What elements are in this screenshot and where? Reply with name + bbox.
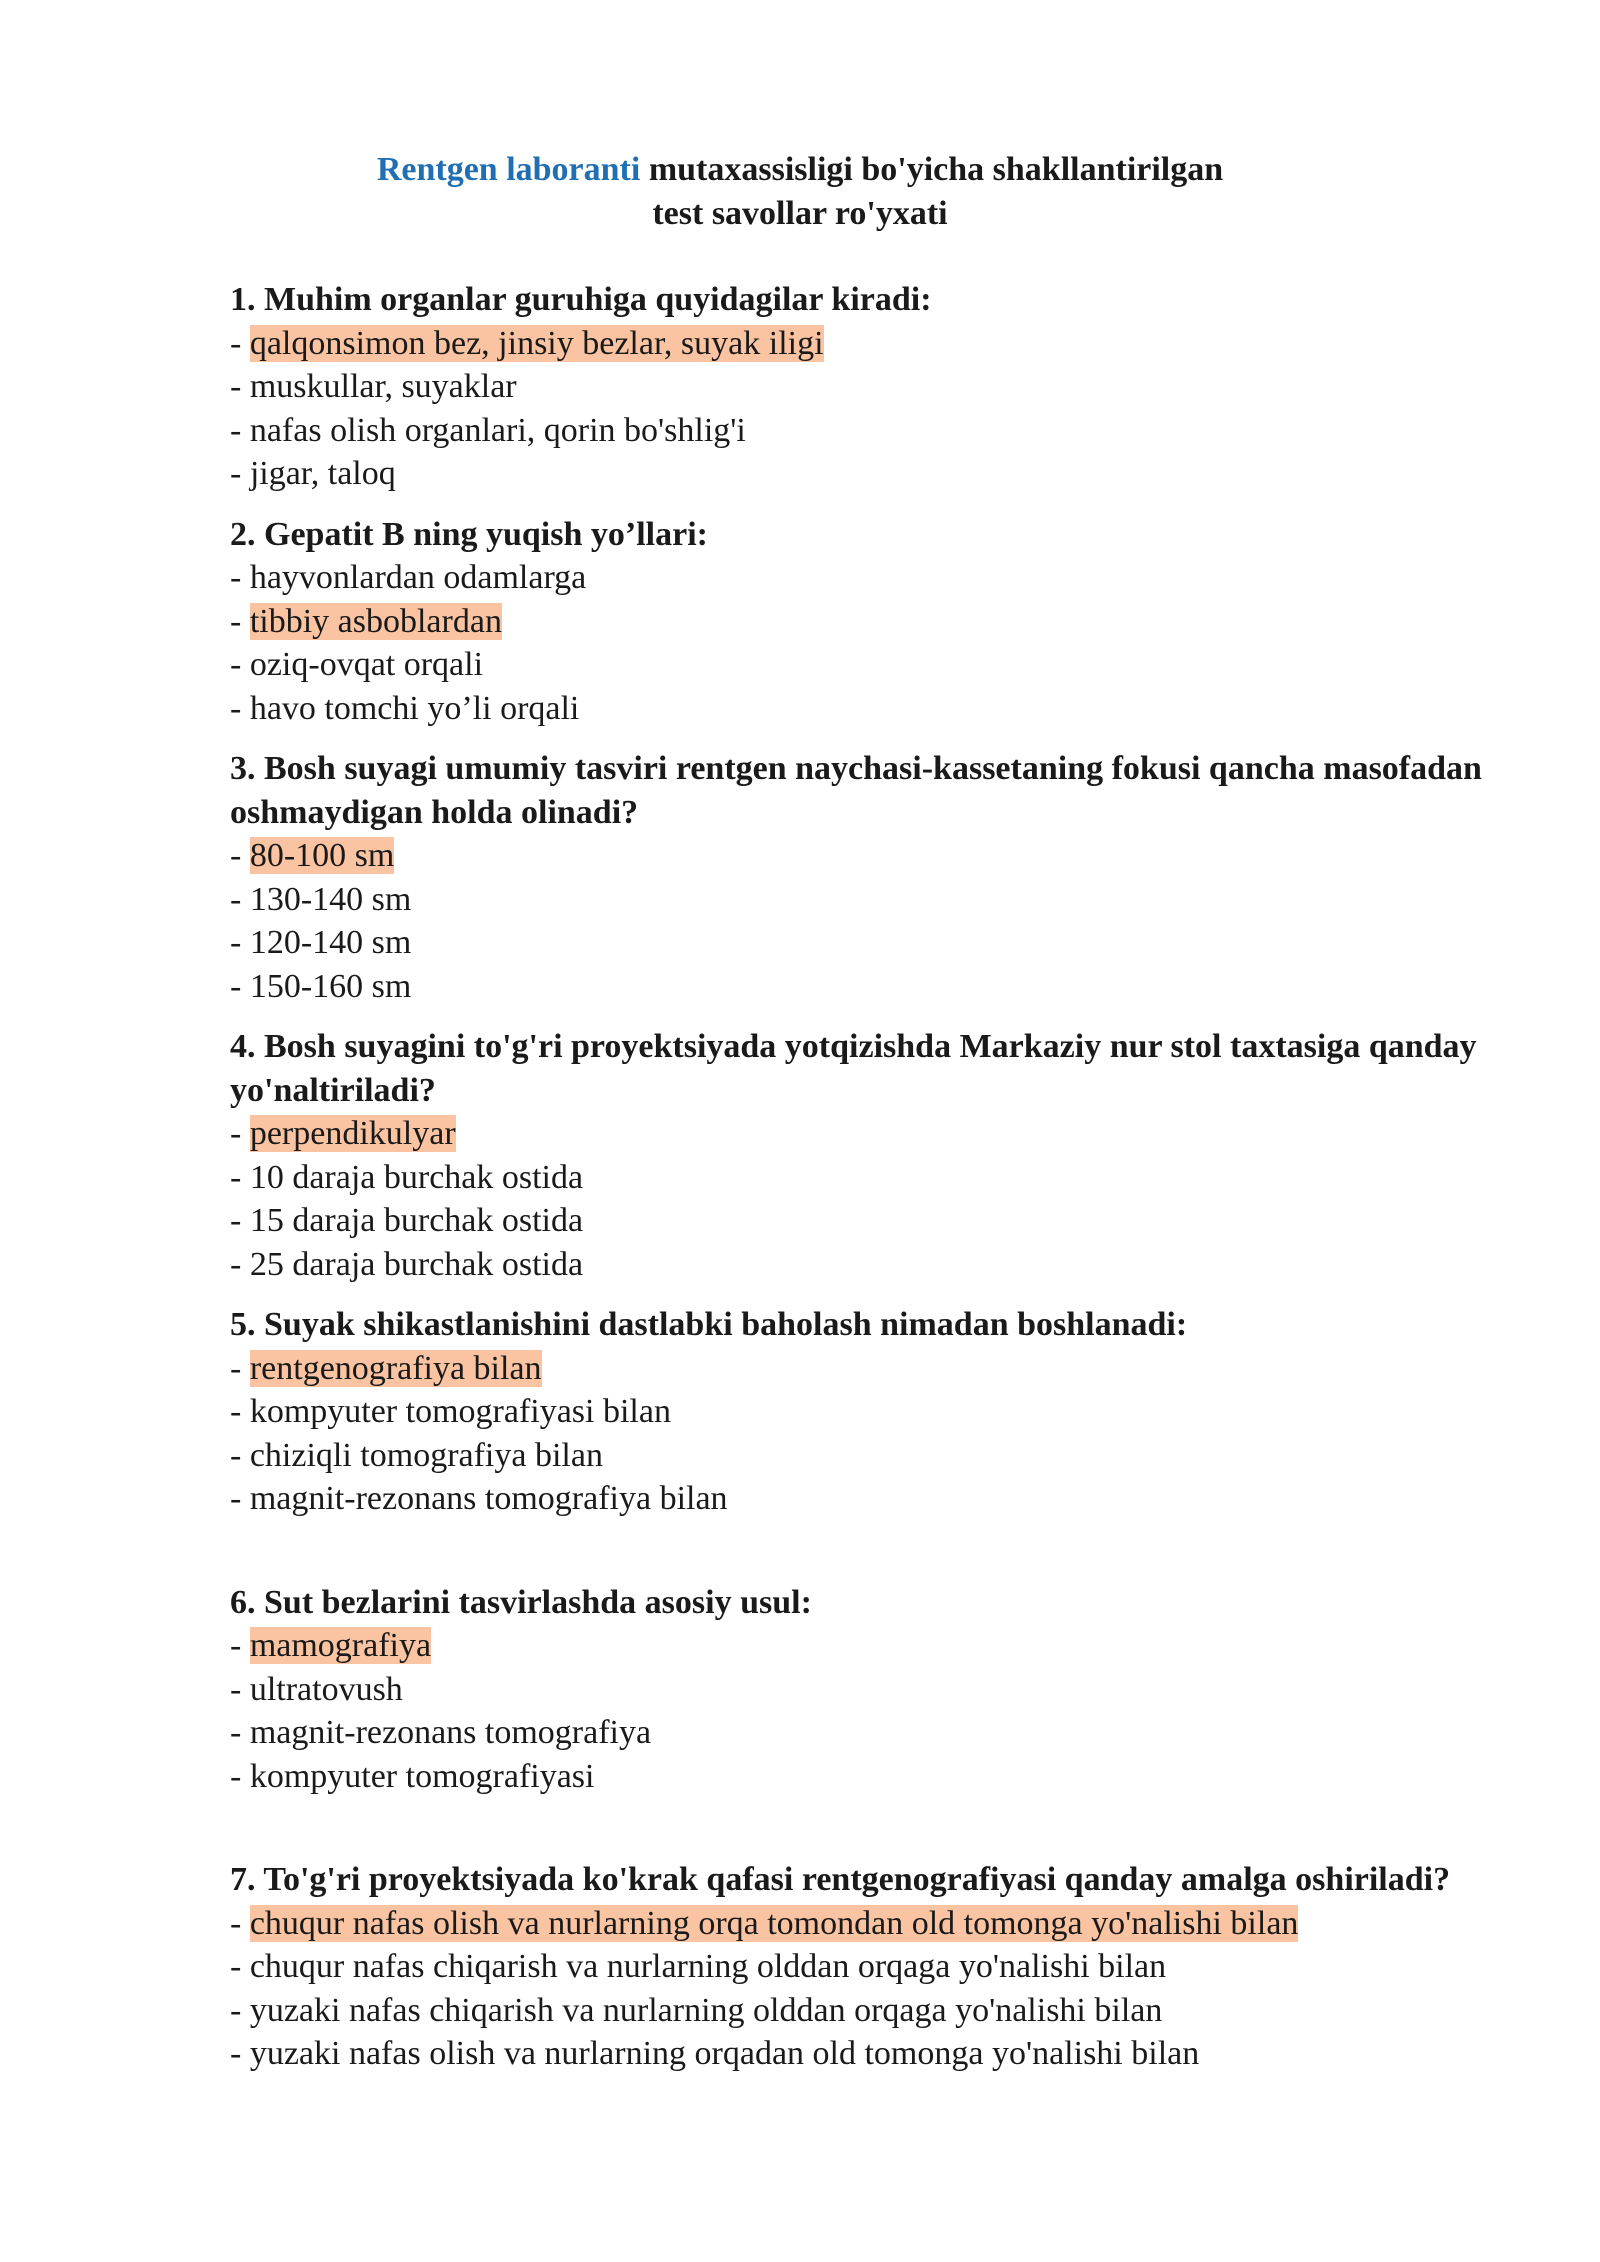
answer-text: muskullar, suyaklar — [249, 368, 517, 405]
question-title: 5. Suyak shikastlanishini dastlabki baholash nimadan boshlanadi: — [230, 1306, 1188, 1343]
question-1 — [230, 278, 1510, 496]
answer-option: - 80-100 sm — [230, 837, 395, 874]
answer-text: 10 daraja burchak ostida — [249, 1158, 584, 1196]
question-3 — [230, 747, 1510, 1008]
answer-option: - kompyuter tomografiyasi — [230, 1757, 595, 1795]
page-subtitle: test savollar ro'yxati — [652, 195, 948, 232]
answer-text: 120-140 sm — [249, 924, 412, 961]
answer-text: 25 daraja burchak ostida — [249, 1245, 584, 1283]
title-specialty: Rentgen laboranti — [376, 151, 641, 188]
answer-text: magnit-rezonans tomografiya bilan — [249, 1480, 728, 1517]
answer-option: - 120-140 sm — [230, 924, 412, 961]
answer-text: chuqur nafas chiqarish va nurlarning olddan orqaga yo'nalishi bilan — [249, 1948, 1167, 1985]
answer-text: 130-140 sm — [249, 880, 412, 918]
answer-text: magnit-rezonans tomografiya — [249, 1714, 652, 1751]
answer-text: oziq-ovqat orqali — [249, 646, 484, 683]
answer-text: 150-160 sm — [249, 967, 412, 1005]
answer-option: - 10 daraja burchak ostida — [230, 1158, 584, 1196]
answer-option: - hayvonlardan odamlarga — [230, 559, 587, 596]
answer-text: jigar, taloq — [249, 455, 396, 492]
question-5 — [230, 1303, 1510, 1521]
correct-answer: mamografiya — [249, 1627, 432, 1664]
answer-option: - qalqonsimon bez, jinsiy bezlar, suyak iligi — [230, 324, 824, 362]
question-6 — [230, 1581, 1510, 1799]
answer-text: chiziqli tomografiya bilan — [249, 1436, 603, 1474]
question-title: 3. Bosh suyagi umumiy tasviri rentgen naychasi-kassetaning fokusi qancha masofadan oshmaydigan holda olinadi? — [230, 750, 1482, 831]
answer-option: - ultratovush — [230, 1670, 403, 1708]
correct-answer: tibbiy asboblardan — [249, 602, 502, 640]
answer-text: yuzaki nafas chiqarish va nurlarning olddan orqaga yo'nalishi bilan — [249, 1991, 1163, 2029]
answer-option: - nafas olish organlari, qorin bo'shlig'i — [230, 411, 746, 449]
answer-option: - chiziqli tomografiya bilan — [230, 1436, 603, 1474]
answer-option: - 15 daraja burchak ostida — [230, 1202, 584, 1239]
answer-text: havo tomchi yo’li orqali — [249, 689, 580, 727]
answer-text: yuzaki nafas olish va nurlarning orqadan old tomonga yo'nalishi bilan — [249, 2035, 1200, 2072]
answer-text: kompyuter tomografiyasi bilan — [249, 1393, 671, 1430]
answer-option: - mamografiya — [230, 1627, 432, 1664]
answer-option: - 25 daraja burchak ostida — [230, 1245, 584, 1283]
answer-text: 15 daraja burchak ostida — [249, 1202, 584, 1239]
answer-option: - magnit-rezonans tomografiya — [230, 1714, 652, 1751]
question-7 — [230, 1858, 1510, 2076]
question-title: 2. Gepatit B ning yuqish yo’llari: — [230, 515, 708, 553]
question-title: 7. To'g'ri proyektsiyada ko'krak qafasi rentgenografiyasi qanday amalga oshiriladi? — [230, 1861, 1451, 1898]
answer-option: - 130-140 sm — [230, 880, 412, 918]
correct-answer: chuqur nafas olish va nurlarning orqa tomondan old tomonga yo'nalishi bilan — [249, 1904, 1299, 1942]
answer-option: - yuzaki nafas chiqarish va nurlarning olddan orqaga yo'nalishi bilan — [230, 1991, 1163, 2029]
question-list — [230, 278, 1510, 2093]
question-2 — [230, 513, 1510, 731]
answer-option: - chuqur nafas olish va nurlarning orqa tomondan old tomonga yo'nalishi bilan — [230, 1904, 1299, 1942]
answer-text: hayvonlardan odamlarga — [249, 559, 587, 596]
question-4 — [230, 1025, 1510, 1286]
answer-option: - jigar, taloq — [230, 455, 396, 492]
question-title: 1. Muhim organlar guruhiga quyidagilar kiradi: — [230, 281, 932, 318]
question-title: 4. Bosh suyagini to'g'ri proyektsiyada yotqizishda Markaziy nur stol taxtasiga qanday yo'naltiriladi? — [230, 1028, 1477, 1109]
answer-text: nafas olish organlari, qorin bo'shlig'i — [249, 411, 746, 449]
answer-option: - chuqur nafas chiqarish va nurlarning olddan orqaga yo'nalishi bilan — [230, 1948, 1167, 1985]
answer-option: - tibbiy asboblardan — [230, 602, 502, 640]
correct-answer: qalqonsimon bez, jinsiy bezlar, suyak iligi — [249, 324, 824, 362]
page-header — [0, 148, 1600, 236]
question-title: 6. Sut bezlarini tasvirlashda asosiy usul: — [230, 1583, 812, 1621]
answer-option: - yuzaki nafas olish va nurlarning orqadan old tomonga yo'nalishi bilan — [230, 2035, 1200, 2072]
answer-option: - magnit-rezonans tomografiya bilan — [230, 1480, 728, 1517]
answer-option: - 150-160 sm — [230, 967, 412, 1005]
answer-option: - havo tomchi yo’li orqali — [230, 689, 580, 727]
title-rest: mutaxassisligi bo'yicha shakllantirilgan — [640, 151, 1224, 188]
answer-text: ultratovush — [249, 1670, 403, 1708]
answer-option: - muskullar, suyaklar — [230, 368, 517, 405]
answer-option: - rentgenografiya bilan — [230, 1349, 542, 1387]
correct-answer: 80-100 sm — [249, 837, 395, 874]
correct-answer: perpendikulyar — [249, 1115, 456, 1152]
correct-answer: rentgenografiya bilan — [249, 1349, 542, 1387]
answer-option: - perpendikulyar — [230, 1115, 456, 1152]
answer-option: - oziq-ovqat orqali — [230, 646, 484, 683]
answer-text: kompyuter tomografiyasi — [249, 1757, 595, 1795]
page-title — [0, 148, 1600, 192]
answer-option: - kompyuter tomografiyasi bilan — [230, 1393, 671, 1430]
